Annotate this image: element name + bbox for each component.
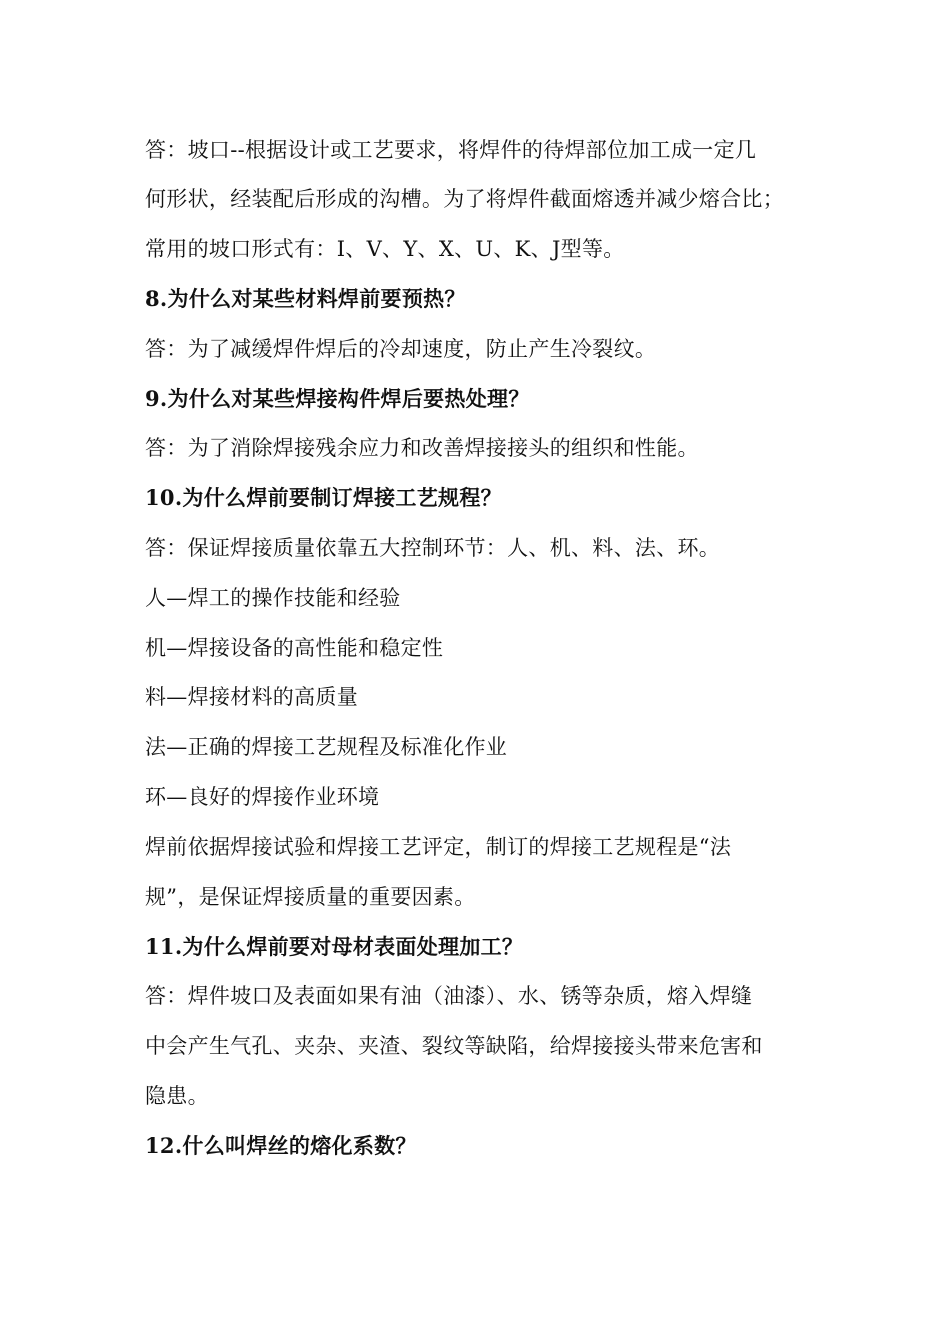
answer-line: 答：为了减缓焊件焊后的冷却速度，防止产生冷裂纹。 xyxy=(145,337,657,361)
answer-line: 法—正确的焊接工艺规程及标准化作业 xyxy=(145,735,508,759)
answer-line: 人—焊工的操作技能和经验 xyxy=(145,586,401,610)
answer-line: 中会产生气孔、夹杂、夹渣、裂纹等缺陷，给焊接接头带来危害和 xyxy=(145,1034,763,1058)
answer-line: 答：焊件坡口及表面如果有油（油漆）、水、锈等杂质，熔入焊缝 xyxy=(145,984,753,1008)
answer-line: 焊前依据焊接试验和焊接工艺评定，制订的焊接工艺规程是“法 xyxy=(145,835,732,859)
question-heading: 12.什么叫焊丝的熔化系数？ xyxy=(145,1133,417,1158)
answer-line: 料—焊接材料的高质量 xyxy=(145,685,358,709)
answer-line: 答：为了消除焊接残余应力和改善焊接接头的组织和性能。 xyxy=(145,436,699,460)
answer-line: 常用的坡口形式有：I、V、Y、X、U、K、J型等。 xyxy=(145,237,625,261)
question-heading: 11.为什么焊前要对母材表面处理加工？ xyxy=(145,934,524,959)
question-heading: 9.为什么对某些焊接构件焊后要热处理？ xyxy=(145,386,530,411)
answer-line: 机—焊接设备的高性能和稳定性 xyxy=(145,636,444,660)
answer-line: 规”，是保证焊接质量的重要因素。 xyxy=(145,885,476,909)
answer-line: 何形状，经装配后形成的沟槽。为了将焊件截面熔透并减少熔合比； xyxy=(145,187,784,211)
answer-line: 隐患。 xyxy=(145,1084,209,1108)
answer-line: 答：坡口--根据设计或工艺要求，将焊件的待焊部位加工成一定几 xyxy=(145,138,757,162)
answer-line: 环—良好的焊接作业环境 xyxy=(145,785,380,809)
question-heading: 10.为什么焊前要制订焊接工艺规程？ xyxy=(145,485,502,510)
question-heading: 8.为什么对某些材料焊前要预热？ xyxy=(145,286,466,311)
answer-line: 答：保证焊接质量依靠五大控制环节：人、机、料、法、环。 xyxy=(145,536,721,560)
